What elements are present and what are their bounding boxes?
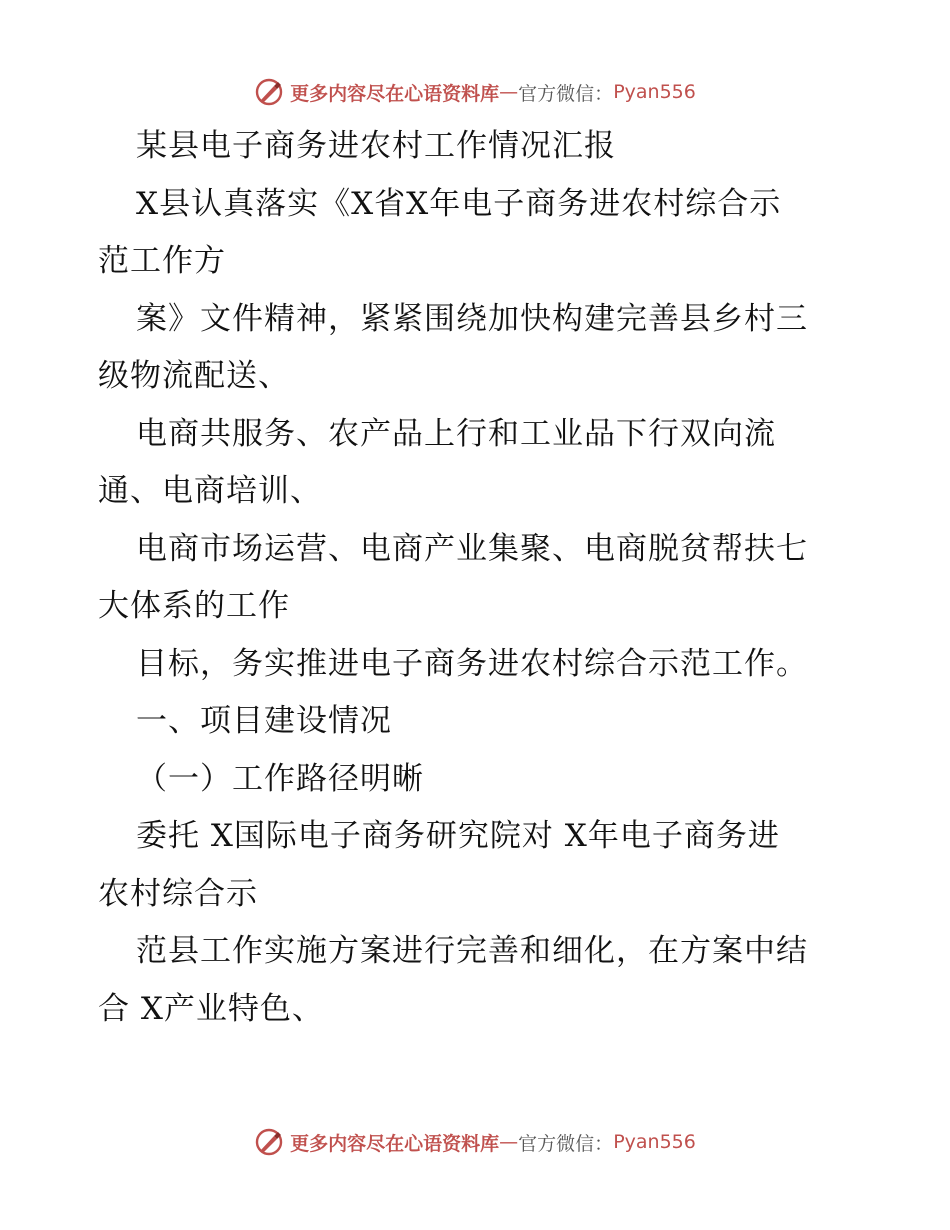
paragraph-line: 合 X产业特色、 [98,990,324,1027]
paragraph-line: 范工作方 [98,243,226,279]
banner-dash: — [499,1131,519,1153]
paragraph-line: 案》文件精神，紧紧围绕加快构建完善县乡村三 [136,300,808,337]
wechat-label: 官方微信： [518,82,614,105]
paragraph-line: X县认真落实《X省X年电子商务进农村综合示 [136,185,782,222]
document-title: 某县电子商务进农村工作情况汇报 [136,128,616,164]
paragraph-line: 范县工作实施方案进行完善和细化，在方案中结 [136,933,808,969]
paragraph-line: 级物流配送、 [98,358,290,394]
wechat-id: Pyan556 [613,1131,696,1153]
wechat-id: Pyan556 [613,81,696,103]
wechat-label: 官方微信： [518,1132,614,1155]
paragraph-line: 大体系的工作 [98,588,290,624]
paragraph-line: 委托 X国际电子商务研究院对 X年电子商务进 [136,818,780,854]
paragraph-line: 目标，务实推进电子商务进农村综合示范工作。 [136,645,808,682]
pen-logo-icon [254,1127,284,1157]
subsection-heading: （一）工作路径明晰 [136,760,424,797]
paragraph-line: 农村综合示 [98,875,258,912]
promo-text: 更多内容尽在心语资料库 [290,1132,500,1155]
header-watermark-banner [0,72,950,112]
document-body [98,118,858,1038]
banner-dash: — [499,81,519,103]
paragraph-line: 电商共服务、农产品上行和工业品下行双向流 [136,415,776,452]
footer-watermark-banner [0,1122,950,1162]
paragraph-line: 电商市场运营、电商产业集聚、电商脱贫帮扶七 [136,530,808,567]
pen-logo-icon [254,77,284,107]
section-heading: 一、项目建设情况 [136,703,392,739]
promo-text: 更多内容尽在心语资料库 [290,82,500,105]
paragraph-line: 通、电商培训、 [98,473,322,509]
